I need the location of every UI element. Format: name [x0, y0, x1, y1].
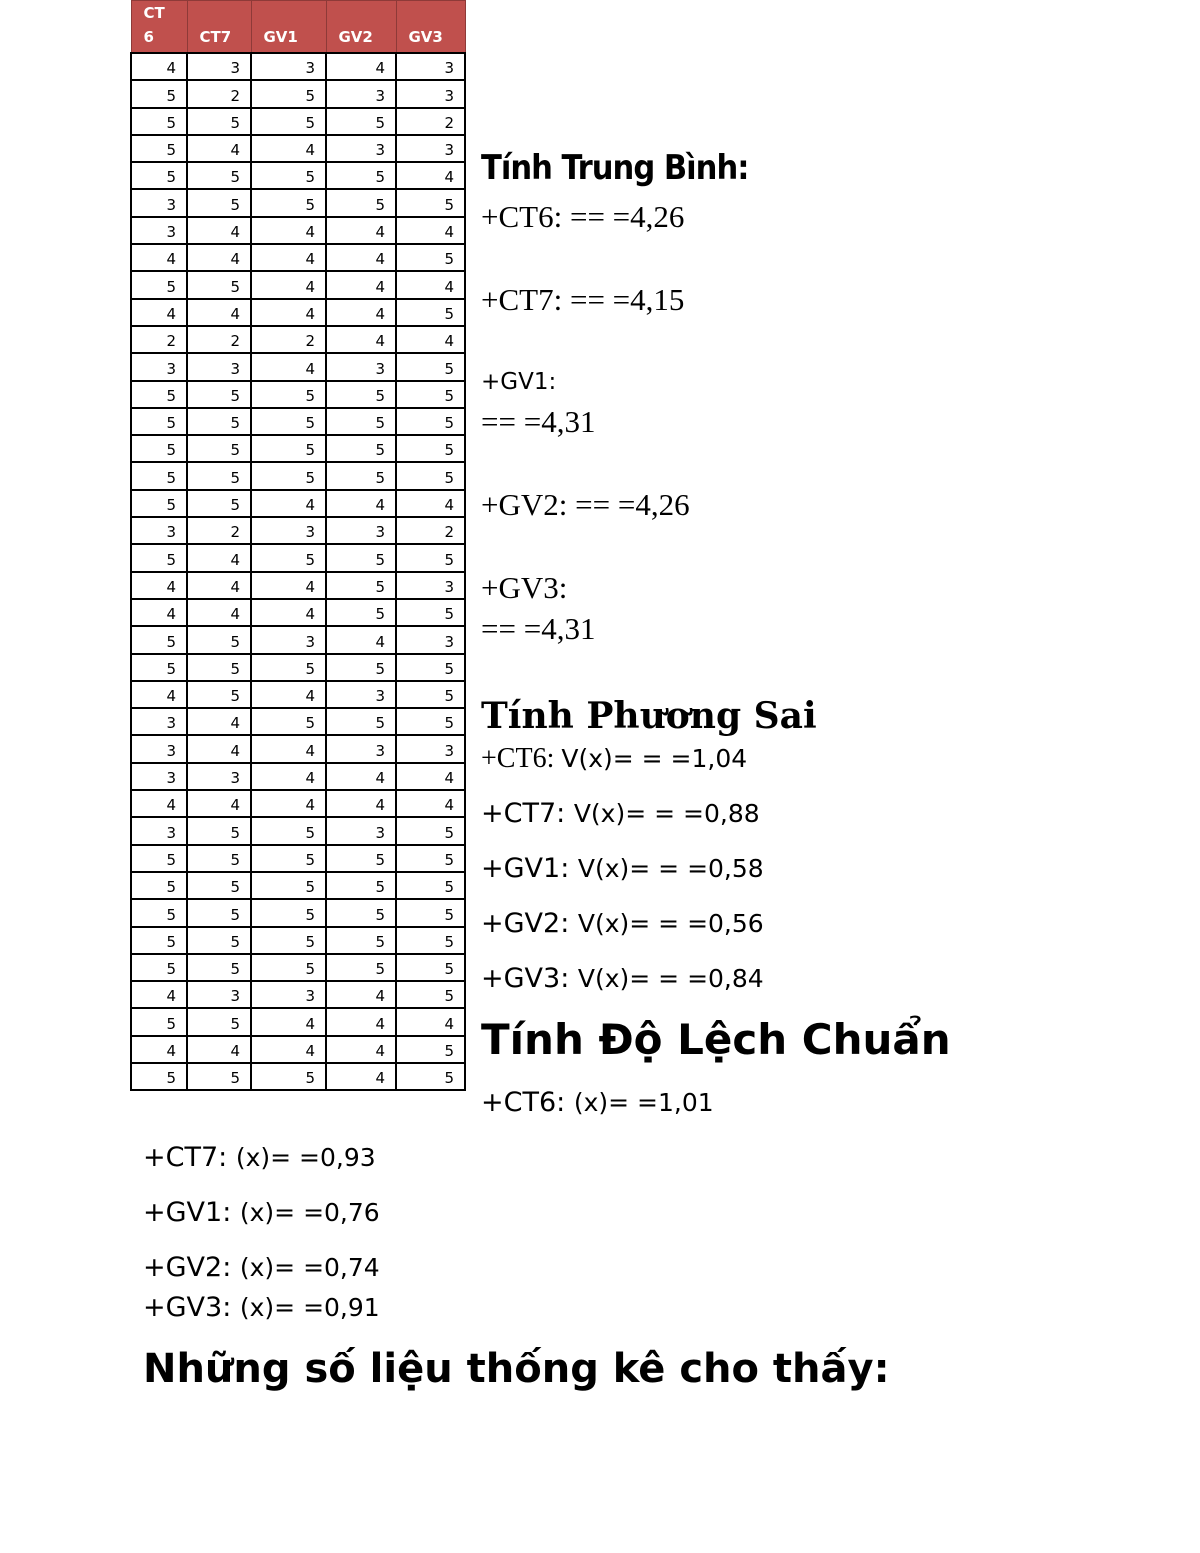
stddev-gv1-value: (x)= =0,76	[239, 1198, 380, 1227]
stddev-ct7	[143, 1142, 376, 1173]
cell-gv3: 4	[396, 271, 465, 298]
stddev-gv3	[143, 1292, 380, 1323]
cell-ct6: 2	[131, 326, 187, 353]
cell-ct7: 5	[187, 1063, 251, 1090]
cell-gv3: 3	[396, 53, 465, 80]
cell-gv1: 5	[251, 654, 326, 681]
table-row	[131, 845, 465, 872]
cell-ct7: 4	[187, 244, 251, 271]
table-row	[131, 162, 465, 189]
table-row	[131, 763, 465, 790]
table-row	[131, 572, 465, 599]
cell-gv1: 4	[251, 217, 326, 244]
table-row	[131, 271, 465, 298]
cell-gv3: 5	[396, 954, 465, 981]
cell-gv1: 4	[251, 299, 326, 326]
cell-ct7: 5	[187, 899, 251, 926]
table-row	[131, 408, 465, 435]
cell-ct7: 2	[187, 517, 251, 544]
cell-gv3: 3	[396, 572, 465, 599]
cell-gv1: 5	[251, 435, 326, 462]
stddev-gv1	[143, 1197, 380, 1228]
table-row	[131, 1008, 465, 1035]
mean-heading: Tính Trung Bình:	[481, 148, 749, 188]
cell-ct6: 3	[131, 217, 187, 244]
variance-gv1-label: +GV1:	[481, 853, 578, 884]
cell-ct6: 4	[131, 299, 187, 326]
cell-gv3: 5	[396, 599, 465, 626]
stddev-gv2-value: (x)= =0,74	[239, 1253, 380, 1282]
cell-gv3: 5	[396, 899, 465, 926]
variance-gv1	[481, 853, 764, 884]
cell-ct6: 5	[131, 654, 187, 681]
cell-ct7: 4	[187, 735, 251, 762]
cell-gv2: 5	[326, 845, 396, 872]
cell-ct7: 5	[187, 681, 251, 708]
cell-gv3: 5	[396, 927, 465, 954]
header-gv2: GV2	[326, 1, 396, 54]
cell-ct6: 5	[131, 1008, 187, 1035]
table-row	[131, 353, 465, 380]
cell-gv2: 3	[326, 135, 396, 162]
cell-gv3: 5	[396, 435, 465, 462]
header-gv3: GV3	[396, 1, 465, 54]
cell-ct7: 2	[187, 80, 251, 107]
table-row	[131, 654, 465, 681]
cell-gv3: 3	[396, 135, 465, 162]
cell-ct6: 5	[131, 408, 187, 435]
cell-gv2: 5	[326, 654, 396, 681]
table-row	[131, 244, 465, 271]
cell-gv3: 2	[396, 517, 465, 544]
cell-gv3: 5	[396, 189, 465, 216]
cell-gv2: 5	[326, 572, 396, 599]
cell-gv2: 5	[326, 544, 396, 571]
cell-gv1: 5	[251, 544, 326, 571]
cell-gv2: 4	[326, 1063, 396, 1090]
cell-gv2: 4	[326, 217, 396, 244]
cell-ct7: 5	[187, 845, 251, 872]
cell-ct6: 5	[131, 381, 187, 408]
cell-ct6: 4	[131, 790, 187, 817]
cell-gv1: 5	[251, 708, 326, 735]
cell-gv1: 4	[251, 490, 326, 517]
cell-gv3: 4	[396, 1008, 465, 1035]
table-body	[131, 53, 465, 1090]
cell-ct6: 4	[131, 681, 187, 708]
scores-table	[130, 0, 466, 1091]
cell-ct7: 4	[187, 572, 251, 599]
cell-ct7: 5	[187, 927, 251, 954]
cell-ct6: 5	[131, 271, 187, 298]
table-row	[131, 1063, 465, 1090]
cell-ct6: 5	[131, 954, 187, 981]
cell-ct7: 4	[187, 1036, 251, 1063]
table-row	[131, 326, 465, 353]
cell-gv1: 3	[251, 626, 326, 653]
table-row	[131, 790, 465, 817]
cell-ct7: 4	[187, 599, 251, 626]
cell-ct7: 3	[187, 763, 251, 790]
cell-ct6: 5	[131, 162, 187, 189]
cell-gv3: 5	[396, 244, 465, 271]
cell-gv2: 3	[326, 817, 396, 844]
variance-ct7	[481, 798, 760, 829]
table-row	[131, 108, 465, 135]
table-row	[131, 544, 465, 571]
header-ct7: CT7	[187, 1, 251, 54]
table-row	[131, 735, 465, 762]
cell-ct6: 3	[131, 517, 187, 544]
table-header-row	[131, 1, 465, 54]
cell-gv1: 5	[251, 162, 326, 189]
cell-ct6: 4	[131, 572, 187, 599]
cell-ct7: 5	[187, 626, 251, 653]
cell-ct7: 4	[187, 544, 251, 571]
cell-ct6: 5	[131, 927, 187, 954]
table-row	[131, 189, 465, 216]
cell-gv1: 4	[251, 135, 326, 162]
cell-ct6: 3	[131, 817, 187, 844]
cell-gv2: 4	[326, 244, 396, 271]
variance-ct7-label: +CT7:	[481, 798, 574, 829]
cell-gv2: 4	[326, 1036, 396, 1063]
stddev-ct6-value: (x)= =1,01	[573, 1088, 714, 1117]
cell-gv1: 5	[251, 817, 326, 844]
cell-gv3: 5	[396, 408, 465, 435]
stddev-ct7-value: (x)= =0,93	[235, 1143, 376, 1172]
table-row	[131, 681, 465, 708]
cell-ct7: 5	[187, 1008, 251, 1035]
cell-ct6: 5	[131, 108, 187, 135]
cell-gv2: 3	[326, 735, 396, 762]
cell-gv1: 4	[251, 1008, 326, 1035]
cell-ct7: 5	[187, 435, 251, 462]
table-row	[131, 435, 465, 462]
cell-gv1: 5	[251, 872, 326, 899]
cell-ct7: 4	[187, 299, 251, 326]
cell-gv3: 5	[396, 462, 465, 489]
variance-heading: Tính Phương Sai	[481, 695, 817, 737]
cell-gv1: 5	[251, 80, 326, 107]
cell-gv3: 5	[396, 654, 465, 681]
cell-gv1: 4	[251, 599, 326, 626]
cell-gv3: 5	[396, 817, 465, 844]
variance-gv2-label: +GV2:	[481, 908, 578, 939]
cell-gv2: 5	[326, 408, 396, 435]
variance-gv2-value: V(x)= = =0,56	[577, 909, 764, 938]
cell-ct6: 5	[131, 80, 187, 107]
table-row	[131, 299, 465, 326]
cell-gv2: 5	[326, 599, 396, 626]
cell-ct6: 4	[131, 1036, 187, 1063]
cell-ct7: 4	[187, 708, 251, 735]
stddev-ct7-label: +CT7:	[143, 1142, 236, 1173]
cell-ct7: 3	[187, 53, 251, 80]
cell-gv1: 5	[251, 954, 326, 981]
cell-gv1: 3	[251, 53, 326, 80]
cell-ct7: 5	[187, 462, 251, 489]
cell-ct7: 5	[187, 381, 251, 408]
table-row	[131, 599, 465, 626]
mean-gv3-label: +GV3:	[481, 570, 568, 605]
cell-gv3: 3	[396, 80, 465, 107]
table-row	[131, 626, 465, 653]
cell-gv2: 5	[326, 899, 396, 926]
cell-gv3: 5	[396, 981, 465, 1008]
variance-ct6-value: V(x)= = =1,04	[561, 744, 748, 773]
cell-gv1: 4	[251, 790, 326, 817]
cell-ct7: 2	[187, 326, 251, 353]
cell-ct7: 5	[187, 954, 251, 981]
cell-ct7: 5	[187, 189, 251, 216]
cell-gv1: 5	[251, 189, 326, 216]
cell-ct7: 5	[187, 654, 251, 681]
cell-gv2: 4	[326, 626, 396, 653]
cell-ct6: 5	[131, 544, 187, 571]
table-row	[131, 872, 465, 899]
table-row	[131, 490, 465, 517]
cell-gv2: 5	[326, 708, 396, 735]
cell-gv2: 4	[326, 53, 396, 80]
header-gv1: GV1	[251, 1, 326, 54]
cell-ct7: 5	[187, 490, 251, 517]
table-row	[131, 80, 465, 107]
cell-gv3: 2	[396, 108, 465, 135]
cell-ct7: 3	[187, 981, 251, 1008]
mean-ct7: +CT7: == =4,15	[481, 282, 685, 317]
conclusion-heading: Những số liệu thống kê cho thấy:	[143, 1346, 890, 1392]
cell-ct6: 5	[131, 490, 187, 517]
cell-ct7: 4	[187, 135, 251, 162]
cell-gv3: 4	[396, 790, 465, 817]
variance-gv1-value: V(x)= = =0,58	[577, 854, 764, 883]
table-row	[131, 462, 465, 489]
cell-ct6: 5	[131, 462, 187, 489]
cell-gv3: 5	[396, 353, 465, 380]
cell-ct6: 3	[131, 763, 187, 790]
cell-ct6: 5	[131, 845, 187, 872]
cell-gv2: 4	[326, 981, 396, 1008]
cell-ct6: 5	[131, 135, 187, 162]
cell-gv2: 4	[326, 326, 396, 353]
cell-gv1: 5	[251, 381, 326, 408]
cell-gv2: 5	[326, 872, 396, 899]
variance-gv3-value: V(x)= = =0,84	[577, 964, 764, 993]
variance-gv3-label: +GV3:	[481, 963, 578, 994]
cell-gv3: 5	[396, 1036, 465, 1063]
cell-ct6: 3	[131, 735, 187, 762]
table-row	[131, 217, 465, 244]
stddev-ct6-label: +CT6:	[481, 1087, 574, 1118]
stddev-gv2-label: +GV2:	[143, 1252, 240, 1283]
cell-gv2: 5	[326, 927, 396, 954]
cell-gv1: 5	[251, 845, 326, 872]
cell-gv1: 3	[251, 981, 326, 1008]
cell-gv2: 4	[326, 790, 396, 817]
table-row	[131, 899, 465, 926]
cell-gv1: 4	[251, 1036, 326, 1063]
cell-ct7: 5	[187, 408, 251, 435]
variance-gv2	[481, 908, 764, 939]
table-row	[131, 954, 465, 981]
cell-gv3: 5	[396, 381, 465, 408]
cell-gv3: 4	[396, 162, 465, 189]
cell-gv2: 5	[326, 189, 396, 216]
cell-ct6: 5	[131, 899, 187, 926]
cell-gv2: 5	[326, 954, 396, 981]
cell-ct7: 5	[187, 108, 251, 135]
cell-gv3: 4	[396, 326, 465, 353]
header-ct6-label: CT 6	[143, 4, 165, 46]
mean-gv2: +GV2: == =4,26	[481, 487, 690, 522]
cell-gv2: 5	[326, 108, 396, 135]
cell-gv1: 4	[251, 244, 326, 271]
stddev-gv3-label: +GV3:	[143, 1292, 240, 1323]
cell-gv2: 4	[326, 299, 396, 326]
cell-gv2: 3	[326, 681, 396, 708]
stddev-heading: Tính Độ Lệch Chuẩn	[481, 1015, 951, 1064]
cell-ct7: 3	[187, 353, 251, 380]
cell-gv1: 4	[251, 681, 326, 708]
cell-gv3: 4	[396, 217, 465, 244]
mean-gv3-value: == =4,31	[481, 611, 596, 646]
cell-gv1: 3	[251, 517, 326, 544]
cell-gv3: 5	[396, 872, 465, 899]
cell-gv3: 5	[396, 681, 465, 708]
cell-gv1: 5	[251, 899, 326, 926]
cell-ct7: 4	[187, 790, 251, 817]
table-row	[131, 517, 465, 544]
cell-gv2: 5	[326, 435, 396, 462]
stddev-gv1-label: +GV1:	[143, 1197, 240, 1228]
cell-gv3: 4	[396, 490, 465, 517]
cell-ct6: 5	[131, 1063, 187, 1090]
cell-gv3: 5	[396, 544, 465, 571]
cell-gv1: 5	[251, 108, 326, 135]
cell-ct6: 4	[131, 599, 187, 626]
cell-ct6: 4	[131, 981, 187, 1008]
cell-gv1: 4	[251, 271, 326, 298]
cell-ct7: 5	[187, 817, 251, 844]
cell-gv2: 5	[326, 462, 396, 489]
cell-ct6: 5	[131, 872, 187, 899]
cell-ct7: 5	[187, 271, 251, 298]
cell-gv2: 4	[326, 1008, 396, 1035]
cell-gv2: 4	[326, 490, 396, 517]
cell-gv2: 3	[326, 353, 396, 380]
table-row	[131, 708, 465, 735]
cell-gv3: 5	[396, 845, 465, 872]
cell-gv2: 4	[326, 271, 396, 298]
variance-ct6	[481, 743, 747, 775]
mean-gv1-label: +GV1:	[481, 369, 557, 395]
cell-gv3: 5	[396, 708, 465, 735]
cell-gv2: 5	[326, 381, 396, 408]
cell-ct6: 5	[131, 626, 187, 653]
cell-gv3: 5	[396, 299, 465, 326]
cell-gv2: 4	[326, 763, 396, 790]
table-row	[131, 1036, 465, 1063]
cell-gv1: 5	[251, 1063, 326, 1090]
cell-gv2: 5	[326, 162, 396, 189]
cell-gv1: 2	[251, 326, 326, 353]
variance-ct6-label: +CT6:	[481, 743, 562, 774]
cell-gv1: 5	[251, 408, 326, 435]
table-row	[131, 817, 465, 844]
cell-gv3: 5	[396, 1063, 465, 1090]
variance-ct7-value: V(x)= = =0,88	[573, 799, 760, 828]
header-ct6	[131, 1, 187, 54]
table-row	[131, 981, 465, 1008]
variance-gv3	[481, 963, 764, 994]
cell-gv1: 5	[251, 927, 326, 954]
stddev-gv2	[143, 1252, 380, 1283]
mean-gv1-value: == =4,31	[481, 404, 596, 439]
cell-ct7: 5	[187, 872, 251, 899]
cell-gv2: 3	[326, 517, 396, 544]
cell-ct6: 5	[131, 435, 187, 462]
cell-ct6: 4	[131, 244, 187, 271]
table-row	[131, 135, 465, 162]
cell-ct7: 4	[187, 217, 251, 244]
mean-ct6: +CT6: == =4,26	[481, 199, 685, 234]
cell-ct6: 3	[131, 189, 187, 216]
cell-ct7: 5	[187, 162, 251, 189]
cell-gv1: 4	[251, 763, 326, 790]
cell-gv3: 3	[396, 735, 465, 762]
cell-gv1: 5	[251, 462, 326, 489]
cell-gv1: 4	[251, 735, 326, 762]
table-row	[131, 927, 465, 954]
cell-gv1: 4	[251, 353, 326, 380]
cell-gv3: 3	[396, 626, 465, 653]
cell-gv2: 3	[326, 80, 396, 107]
table-row	[131, 53, 465, 80]
cell-gv3: 4	[396, 763, 465, 790]
table-row	[131, 381, 465, 408]
cell-ct6: 3	[131, 708, 187, 735]
stddev-gv3-value: (x)= =0,91	[239, 1293, 380, 1322]
cell-ct6: 3	[131, 353, 187, 380]
cell-ct6: 4	[131, 53, 187, 80]
cell-gv1: 4	[251, 572, 326, 599]
stddev-ct6	[481, 1087, 714, 1118]
